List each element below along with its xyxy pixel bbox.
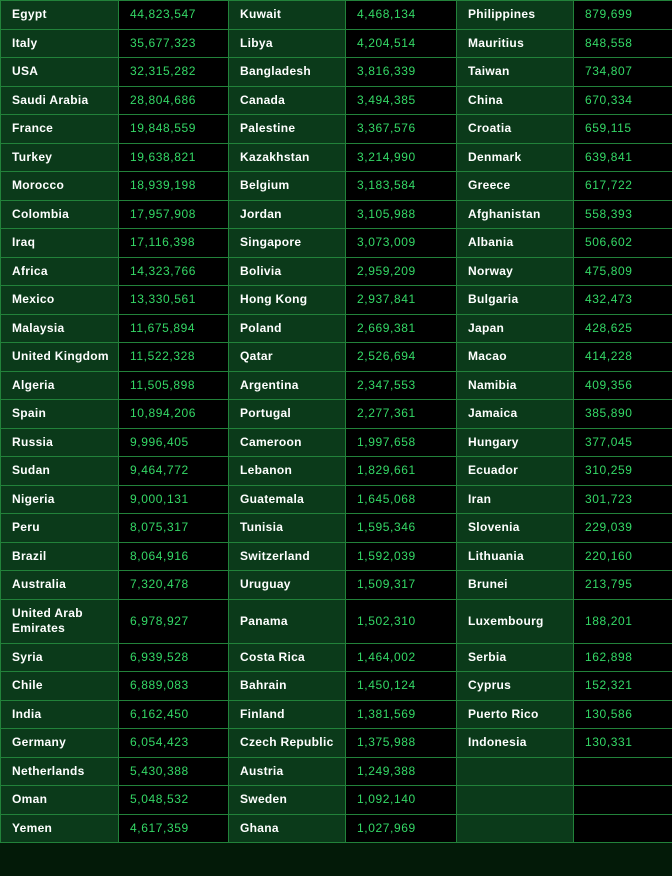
table-row xyxy=(1,58,672,87)
country-name-cell: Luxembourg xyxy=(457,599,574,643)
country-value-cell: 3,367,576 xyxy=(346,115,457,144)
country-name-cell: Taiwan xyxy=(457,58,574,87)
country-name-cell: Kazakhstan xyxy=(229,143,346,172)
country-name-cell: Saudi Arabia xyxy=(1,86,119,115)
country-name-cell: Libya xyxy=(229,29,346,58)
country-value-cell: 19,848,559 xyxy=(119,115,229,144)
country-value-cell: 6,162,450 xyxy=(119,700,229,729)
country-name-cell: China xyxy=(457,86,574,115)
country-value-cell: 1,997,658 xyxy=(346,428,457,457)
country-value-cell: 670,334 xyxy=(574,86,672,115)
country-value-cell: 130,331 xyxy=(574,729,672,758)
country-value-cell: 32,315,282 xyxy=(119,58,229,87)
country-name-cell: Iran xyxy=(457,485,574,514)
country-name-cell: Uruguay xyxy=(229,571,346,600)
country-name-cell: Argentina xyxy=(229,371,346,400)
country-value-cell: 1,502,310 xyxy=(346,599,457,643)
country-name-cell: Lebanon xyxy=(229,457,346,486)
table-row xyxy=(1,115,672,144)
table-row xyxy=(1,514,672,543)
country-name-cell: Guatemala xyxy=(229,485,346,514)
table-row xyxy=(1,542,672,571)
country-value-cell: 734,807 xyxy=(574,58,672,87)
country-name-cell: Slovenia xyxy=(457,514,574,543)
table-row xyxy=(1,1,672,30)
country-name-cell: Cyprus xyxy=(457,672,574,701)
country-name-cell: Yemen xyxy=(1,814,119,843)
table-row xyxy=(1,457,672,486)
table-row xyxy=(1,643,672,672)
table-row xyxy=(1,729,672,758)
country-name-cell: United Arab Emirates xyxy=(1,599,119,643)
table-row xyxy=(1,343,672,372)
table-row xyxy=(1,257,672,286)
country-value-cell: 14,323,766 xyxy=(119,257,229,286)
country-value-cell: 377,045 xyxy=(574,428,672,457)
country-value-cell: 506,602 xyxy=(574,229,672,258)
country-value-cell: 310,259 xyxy=(574,457,672,486)
country-value-cell: 1,464,002 xyxy=(346,643,457,672)
empty-cell xyxy=(574,757,672,786)
country-name-cell: Algeria xyxy=(1,371,119,400)
country-value-cell: 558,393 xyxy=(574,200,672,229)
country-name-cell: Czech Republic xyxy=(229,729,346,758)
country-value-cell: 4,468,134 xyxy=(346,1,457,30)
country-name-cell: Hong Kong xyxy=(229,286,346,315)
country-value-cell: 414,228 xyxy=(574,343,672,372)
country-name-cell: Lithuania xyxy=(457,542,574,571)
country-value-cell: 6,054,423 xyxy=(119,729,229,758)
table-row xyxy=(1,599,672,643)
country-value-cell: 1,592,039 xyxy=(346,542,457,571)
country-name-cell: Belgium xyxy=(229,172,346,201)
table-row xyxy=(1,200,672,229)
country-name-cell: Oman xyxy=(1,786,119,815)
country-value-cell: 5,430,388 xyxy=(119,757,229,786)
country-value-cell: 1,381,569 xyxy=(346,700,457,729)
country-value-cell: 1,027,969 xyxy=(346,814,457,843)
country-value-cell: 35,677,323 xyxy=(119,29,229,58)
country-value-cell: 1,249,388 xyxy=(346,757,457,786)
country-value-cell: 1,509,317 xyxy=(346,571,457,600)
country-value-cell: 3,183,584 xyxy=(346,172,457,201)
country-name-cell: Finland xyxy=(229,700,346,729)
country-name-cell: Norway xyxy=(457,257,574,286)
country-value-cell: 1,829,661 xyxy=(346,457,457,486)
country-name-cell: France xyxy=(1,115,119,144)
country-value-cell: 1,450,124 xyxy=(346,672,457,701)
country-name-cell: Russia xyxy=(1,428,119,457)
country-name-cell: Ghana xyxy=(229,814,346,843)
country-value-cell: 1,375,988 xyxy=(346,729,457,758)
country-value-cell: 9,996,405 xyxy=(119,428,229,457)
country-name-cell: Africa xyxy=(1,257,119,286)
country-value-cell: 1,092,140 xyxy=(346,786,457,815)
country-name-cell: Mauritius xyxy=(457,29,574,58)
country-name-cell: Italy xyxy=(1,29,119,58)
country-name-cell: Peru xyxy=(1,514,119,543)
country-name-cell: Sudan xyxy=(1,457,119,486)
country-name-cell: Brazil xyxy=(1,542,119,571)
country-name-cell: Netherlands xyxy=(1,757,119,786)
country-value-cell: 879,699 xyxy=(574,1,672,30)
country-value-cell: 409,356 xyxy=(574,371,672,400)
country-value-cell: 428,625 xyxy=(574,314,672,343)
country-name-cell: Germany xyxy=(1,729,119,758)
table-row xyxy=(1,786,672,815)
empty-cell xyxy=(457,814,574,843)
country-value-cell: 2,277,361 xyxy=(346,400,457,429)
country-name-cell: Poland xyxy=(229,314,346,343)
table-row xyxy=(1,371,672,400)
country-value-cell: 8,075,317 xyxy=(119,514,229,543)
country-value-cell: 617,722 xyxy=(574,172,672,201)
country-value-cell: 152,321 xyxy=(574,672,672,701)
country-name-cell: Colombia xyxy=(1,200,119,229)
country-name-cell: Albania xyxy=(457,229,574,258)
country-value-cell: 659,115 xyxy=(574,115,672,144)
table-row xyxy=(1,700,672,729)
country-name-cell: Switzerland xyxy=(229,542,346,571)
country-name-cell: Bahrain xyxy=(229,672,346,701)
country-value-cell: 639,841 xyxy=(574,143,672,172)
country-name-cell: Indonesia xyxy=(457,729,574,758)
country-name-cell: India xyxy=(1,700,119,729)
table-row xyxy=(1,229,672,258)
country-name-cell: Afghanistan xyxy=(457,200,574,229)
country-name-cell: Macao xyxy=(457,343,574,372)
country-name-cell: Bangladesh xyxy=(229,58,346,87)
country-name-cell: Syria xyxy=(1,643,119,672)
country-name-cell: Philippines xyxy=(457,1,574,30)
country-value-cell: 848,558 xyxy=(574,29,672,58)
country-name-cell: Mexico xyxy=(1,286,119,315)
country-value-cell: 6,939,528 xyxy=(119,643,229,672)
country-name-cell: Australia xyxy=(1,571,119,600)
table-body xyxy=(1,1,672,843)
country-value-cell: 385,890 xyxy=(574,400,672,429)
country-value-cell: 2,959,209 xyxy=(346,257,457,286)
country-value-cell: 28,804,686 xyxy=(119,86,229,115)
country-value-cell: 10,894,206 xyxy=(119,400,229,429)
table-row xyxy=(1,757,672,786)
country-value-cell: 3,105,988 xyxy=(346,200,457,229)
country-value-cell: 5,048,532 xyxy=(119,786,229,815)
country-value-cell: 8,064,916 xyxy=(119,542,229,571)
empty-cell xyxy=(574,786,672,815)
table-row xyxy=(1,571,672,600)
country-value-cell: 13,330,561 xyxy=(119,286,229,315)
table-row xyxy=(1,29,672,58)
country-value-cell: 130,586 xyxy=(574,700,672,729)
empty-cell xyxy=(457,757,574,786)
country-name-cell: Turkey xyxy=(1,143,119,172)
table-row xyxy=(1,143,672,172)
country-name-cell: Nigeria xyxy=(1,485,119,514)
country-name-cell: Jamaica xyxy=(457,400,574,429)
country-name-cell: Egypt xyxy=(1,1,119,30)
country-value-cell: 11,505,898 xyxy=(119,371,229,400)
country-name-cell: Malaysia xyxy=(1,314,119,343)
country-name-cell: Canada xyxy=(229,86,346,115)
country-value-cell: 4,617,359 xyxy=(119,814,229,843)
country-value-cell: 475,809 xyxy=(574,257,672,286)
table-row xyxy=(1,286,672,315)
table-row xyxy=(1,86,672,115)
country-value-cell: 301,723 xyxy=(574,485,672,514)
country-value-cell: 188,201 xyxy=(574,599,672,643)
country-value-cell: 18,939,198 xyxy=(119,172,229,201)
country-value-cell: 3,073,009 xyxy=(346,229,457,258)
table-row xyxy=(1,400,672,429)
country-name-cell: Spain xyxy=(1,400,119,429)
empty-cell xyxy=(574,814,672,843)
country-name-cell: Greece xyxy=(457,172,574,201)
country-value-cell: 2,669,381 xyxy=(346,314,457,343)
country-name-cell: United Kingdom xyxy=(1,343,119,372)
country-name-cell: Tunisia xyxy=(229,514,346,543)
empty-cell xyxy=(457,786,574,815)
country-name-cell: Cameroon xyxy=(229,428,346,457)
country-value-cell: 3,214,990 xyxy=(346,143,457,172)
country-value-cell: 4,204,514 xyxy=(346,29,457,58)
country-value-cell: 3,816,339 xyxy=(346,58,457,87)
country-value-cell: 2,937,841 xyxy=(346,286,457,315)
country-name-cell: Qatar xyxy=(229,343,346,372)
country-name-cell: Austria xyxy=(229,757,346,786)
country-name-cell: Hungary xyxy=(457,428,574,457)
country-name-cell: Brunei xyxy=(457,571,574,600)
table-row xyxy=(1,428,672,457)
country-name-cell: Singapore xyxy=(229,229,346,258)
country-name-cell: Namibia xyxy=(457,371,574,400)
country-value-cell: 9,464,772 xyxy=(119,457,229,486)
table-row xyxy=(1,814,672,843)
country-value-cell: 2,347,553 xyxy=(346,371,457,400)
country-name-cell: Puerto Rico xyxy=(457,700,574,729)
country-name-cell: Bulgaria xyxy=(457,286,574,315)
country-value-cell: 11,675,894 xyxy=(119,314,229,343)
country-name-cell: Iraq xyxy=(1,229,119,258)
country-value-cell: 17,957,908 xyxy=(119,200,229,229)
country-value-cell: 9,000,131 xyxy=(119,485,229,514)
country-name-cell: USA xyxy=(1,58,119,87)
country-name-cell: Costa Rica xyxy=(229,643,346,672)
country-value-cell: 1,645,068 xyxy=(346,485,457,514)
country-name-cell: Japan xyxy=(457,314,574,343)
country-value-cell: 19,638,821 xyxy=(119,143,229,172)
country-name-cell: Panama xyxy=(229,599,346,643)
country-name-cell: Portugal xyxy=(229,400,346,429)
table-row xyxy=(1,485,672,514)
country-name-cell: Denmark xyxy=(457,143,574,172)
country-value-cell: 44,823,547 xyxy=(119,1,229,30)
country-value-cell: 432,473 xyxy=(574,286,672,315)
country-value-cell: 6,978,927 xyxy=(119,599,229,643)
country-name-cell: Jordan xyxy=(229,200,346,229)
country-value-cell: 7,320,478 xyxy=(119,571,229,600)
country-name-cell: Chile xyxy=(1,672,119,701)
country-name-cell: Croatia xyxy=(457,115,574,144)
country-value-cell: 162,898 xyxy=(574,643,672,672)
table-row xyxy=(1,672,672,701)
country-value-cell: 220,160 xyxy=(574,542,672,571)
country-value-cell: 17,116,398 xyxy=(119,229,229,258)
country-name-cell: Serbia xyxy=(457,643,574,672)
country-name-cell: Morocco xyxy=(1,172,119,201)
country-value-cell: 1,595,346 xyxy=(346,514,457,543)
country-name-cell: Ecuador xyxy=(457,457,574,486)
country-value-cell: 2,526,694 xyxy=(346,343,457,372)
country-name-cell: Sweden xyxy=(229,786,346,815)
country-name-cell: Bolivia xyxy=(229,257,346,286)
table-row xyxy=(1,172,672,201)
country-name-cell: Kuwait xyxy=(229,1,346,30)
country-value-cell: 229,039 xyxy=(574,514,672,543)
country-value-cell: 11,522,328 xyxy=(119,343,229,372)
country-value-cell: 213,795 xyxy=(574,571,672,600)
country-value-cell: 6,889,083 xyxy=(119,672,229,701)
table-row xyxy=(1,314,672,343)
country-name-cell: Palestine xyxy=(229,115,346,144)
country-value-cell: 3,494,385 xyxy=(346,86,457,115)
